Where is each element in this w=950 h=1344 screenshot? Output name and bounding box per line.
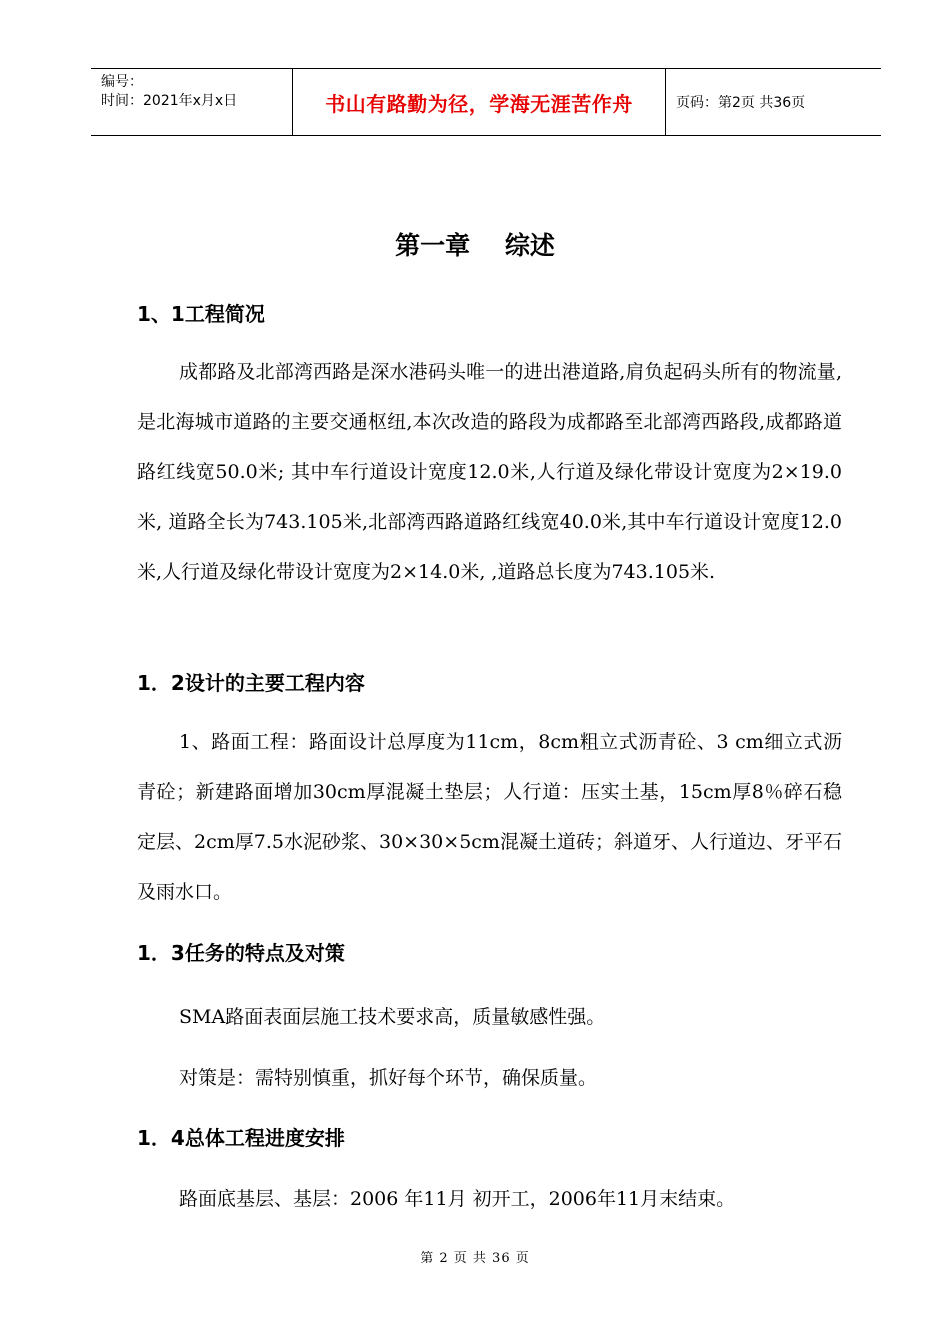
header-meta: [91, 69, 293, 135]
section-line-1-3-a: SMA路面表面层施工技术要求高，质量敏感性强。: [179, 1006, 606, 1028]
section-paragraph-1-2: 1、路面工程：路面设计总厚度为11cm，8cm粗立式沥青砼、3 cm细立式沥青砼；新建路面增加30cm厚混凝土垫层；人行道：压实土基，15cm厚8％碎石稳定层、2cm厚7.5水泥砂浆、30×30×5cm混凝土道砖；斜道牙、人行道边、牙平石及雨水口。: [137, 731, 842, 903]
section-heading-1-4: 1．4总体工程进度安排: [137, 1126, 345, 1150]
section-heading-1-2: 1．2设计的主要工程内容: [137, 671, 365, 695]
chapter-title: 第一章 综述: [395, 231, 555, 260]
section-heading-1-3: 1．3任务的特点及对策: [137, 941, 345, 965]
section-line-1-4-a: 路面底基层、基层：2006 年11月 初开工，2006年11月末结束。: [179, 1188, 736, 1210]
header-page-label: 页码：第2页 共36页: [676, 95, 806, 111]
page-header: [91, 68, 881, 136]
section-paragraph-1-1: 成都路及北部湾西路是深水港码头唯一的进出港道路,肩负起码头所有的物流量,是北海城市道路的主要交通枢纽,本次改造的路段为成都路至北部湾西路段,成都路道路红线宽50.0米; 其中车行道设计宽度12.0米,人行道及绿化带设计宽度为2×19.0米, 道路全长为743.105米,北部湾西路道路红线宽40.0米,其中车行道设计宽度12.0米,人行道及绿化带设计宽度为2×14.0米, ,道路总长度为743.105米.: [137, 361, 842, 583]
time-label: 时间：2021年x月x日: [101, 93, 238, 109]
number-label: 编号：: [101, 74, 143, 90]
page-footer: 第 2 页 共 36 页: [420, 1251, 530, 1266]
header-motto: 书山有路勤为径，学海无涯苦作舟: [293, 69, 666, 135]
section-line-1-3-b: 对策是：需特别慎重，抓好每个环节，确保质量。: [179, 1067, 598, 1089]
section-heading-1-1: 1、1工程简况: [137, 302, 265, 326]
